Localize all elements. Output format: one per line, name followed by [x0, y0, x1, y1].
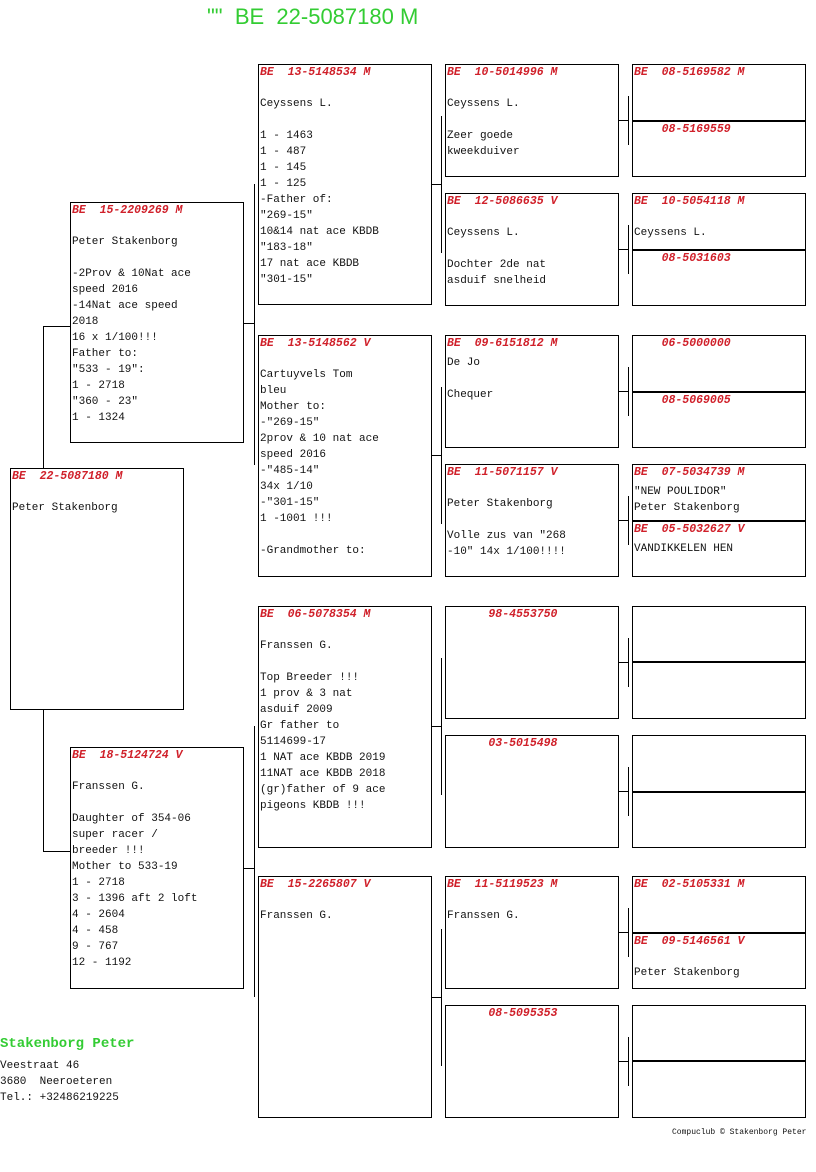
- ring-number: [633, 736, 805, 737]
- pigeon-card-g4[interactable]: [632, 876, 806, 933]
- pigeon-info: Peter Stakenborg Volle zus van "268 -10" 14x 1/100!!!!: [447, 498, 566, 558]
- connector-line: [441, 658, 442, 795]
- connector-line: [618, 120, 628, 121]
- ring-number: BE 09-5146561 V: [634, 935, 745, 948]
- connector-line: [628, 367, 629, 416]
- pigeon-card-dam[interactable]: [70, 747, 244, 989]
- connector-line: [628, 496, 629, 545]
- pigeon-info: Peter Stakenborg -2Prov & 10Nat ace speed 2016 -14Nat ace speed 2018 16 x 1/100!!! Father to: "533 - 19": 1 - 2718 "360 - 23" 1 - 1324: [72, 236, 191, 424]
- pigeon-info: De Jo Chequer: [447, 357, 494, 401]
- connector-line: [43, 851, 70, 852]
- pigeon-info: Peter Stakenborg: [634, 967, 740, 979]
- pigeon-card-g4[interactable]: [632, 64, 806, 121]
- connector-line: [628, 1037, 629, 1086]
- connector-line: [618, 1061, 628, 1062]
- pigeon-card-g3[interactable]: [445, 335, 619, 448]
- pigeon-info: Franssen G.: [260, 910, 333, 922]
- ring-number: 08-5169559: [634, 123, 731, 136]
- ring-number: 98-4553750: [447, 608, 558, 621]
- page-title: "" BE 22-5087180 M: [207, 4, 419, 29]
- ring-number: 08-5069005: [634, 394, 731, 407]
- pigeon-card-subject[interactable]: [10, 468, 184, 710]
- connector-line: [254, 184, 255, 465]
- connector-line: [43, 709, 44, 851]
- ring-number: 03-5015498: [447, 737, 558, 750]
- pigeon-info: "NEW POULIDOR" Peter Stakenborg: [634, 486, 740, 514]
- pigeon-card-g3[interactable]: [445, 606, 619, 719]
- pigeon-card-g3[interactable]: [445, 735, 619, 848]
- pigeon-card-sire[interactable]: [70, 202, 244, 443]
- pigeon-card-g4[interactable]: [632, 193, 806, 250]
- pigeon-card-g4[interactable]: [632, 1005, 806, 1062]
- connector-line: [628, 225, 629, 274]
- connector-line: [618, 932, 628, 933]
- pigeon-card-g4[interactable]: [632, 1060, 806, 1118]
- connector-line: [628, 96, 629, 145]
- ring-number: BE 02-5105331 M: [634, 878, 745, 891]
- pigeon-info: Ceyssens L.: [634, 227, 707, 239]
- pigeon-info: Peter Stakenborg: [12, 502, 118, 514]
- connector-line: [431, 997, 441, 998]
- ring-number: [633, 1006, 805, 1007]
- ring-number: [633, 663, 805, 664]
- connector-line: [628, 767, 629, 816]
- pigeon-card-granddam-maternal[interactable]: [258, 876, 432, 1118]
- pigeon-card-g4[interactable]: [632, 250, 806, 306]
- connector-line: [628, 908, 629, 957]
- pigeon-card-g4[interactable]: [632, 661, 806, 719]
- ring-number: BE 05-5032627 V: [634, 523, 745, 536]
- connector-line: [441, 387, 442, 524]
- pigeon-info: Franssen G. Daughter of 354-06 super racer / breeder !!! Mother to 533-19 1 - 2718 3 - 1396 aft 2 loft 4 - 2604 4 - 458 9 - 767 12 - 1192: [72, 781, 198, 969]
- pigeon-info: Franssen G. Top Breeder !!! 1 prov & 3 nat asduif 2009 Gr father to 5114699-17 1 NAT ace KBDB 2019 11NAT ace KBDB 2018 (gr)father of 9 ace pigeons KBDB !!!: [260, 640, 386, 812]
- connector-line: [618, 391, 628, 392]
- pigeon-info: VANDIKKELEN HEN: [634, 543, 734, 555]
- ring-number: 08-5031603: [634, 252, 731, 265]
- connector-line: [618, 249, 628, 250]
- pigeon-card-g4[interactable]: [632, 792, 806, 848]
- ring-number: BE 10-5014996 M: [447, 66, 558, 79]
- owner-city: 3680 Neeroeteren: [0, 1076, 113, 1088]
- ring-number: [633, 607, 805, 608]
- pigeon-info: Ceyssens L. Dochter 2de nat asduif snelheid: [447, 227, 547, 287]
- ring-number: BE 11-5119523 M: [447, 878, 558, 891]
- ring-number: BE 22-5087180 M: [12, 470, 123, 483]
- ring-number: BE 18-5124724 V: [72, 749, 183, 762]
- ring-number: BE 11-5071157 V: [447, 466, 558, 479]
- pigeon-card-g4[interactable]: [632, 521, 806, 577]
- pigeon-card-g4[interactable]: [632, 464, 806, 521]
- connector-line: [43, 326, 70, 327]
- pigeon-card-g4[interactable]: [632, 121, 806, 177]
- connector-line: [431, 726, 441, 727]
- pigeon-card-g3[interactable]: [445, 193, 619, 306]
- connector-line: [43, 326, 44, 468]
- ring-number: BE 09-6151812 M: [447, 337, 558, 350]
- owner-street: Veestraat 46: [0, 1060, 80, 1072]
- ring-number: 08-5095353: [447, 1007, 558, 1020]
- pigeon-card-g3[interactable]: [445, 876, 619, 989]
- owner-name: Stakenborg Peter: [0, 1036, 135, 1052]
- pigeon-info: Ceyssens L. 1 - 1463 1 - 487 1 - 145 1 - 125 -Father of: "269-15" 10&14 nat ace KBDB "183-18" 17 nat ace KBDB "301-15": [260, 98, 379, 286]
- ring-number: 06-5000000: [634, 337, 731, 350]
- connector-line: [431, 455, 441, 456]
- pigeon-card-granddam-paternal[interactable]: [258, 335, 432, 577]
- pigeon-card-g3[interactable]: [445, 1005, 619, 1118]
- ring-number: BE 07-5034739 M: [634, 466, 745, 479]
- pigeon-card-g4[interactable]: [632, 392, 806, 448]
- ring-number: BE 10-5054118 M: [634, 195, 745, 208]
- pigeon-info: Franssen G.: [447, 910, 520, 922]
- connector-line: [441, 929, 442, 1066]
- pigeon-card-g4[interactable]: [632, 735, 806, 792]
- connector-line: [628, 638, 629, 687]
- ring-number: BE 13-5148534 M: [260, 66, 371, 79]
- connector-line: [441, 116, 442, 253]
- pigeon-info: Ceyssens L. Zeer goede kweekduiver: [447, 98, 520, 158]
- ring-number: [633, 1062, 805, 1063]
- connector-line: [618, 520, 628, 521]
- pigeon-card-g4[interactable]: [632, 606, 806, 663]
- pigeon-card-g4[interactable]: [632, 335, 806, 392]
- ring-number: BE 15-2209269 M: [72, 204, 183, 217]
- pigeon-card-grandsire-paternal[interactable]: [258, 64, 432, 305]
- pigeon-card-g3[interactable]: [445, 464, 619, 577]
- pigeon-card-grandsire-maternal[interactable]: [258, 606, 432, 848]
- ring-number: BE 12-5086635 V: [447, 195, 558, 208]
- connector-line: [254, 726, 255, 997]
- connector-line: [431, 184, 441, 185]
- ring-number: BE 06-5078354 M: [260, 608, 371, 621]
- connector-line: [618, 662, 628, 663]
- ring-number: [633, 793, 805, 794]
- ring-number: BE 08-5169582 M: [634, 66, 745, 79]
- connector-line: [618, 791, 628, 792]
- ring-number: BE 13-5148562 V: [260, 337, 371, 350]
- owner-phone: Tel.: +32486219225: [0, 1092, 119, 1104]
- pigeon-card-g4[interactable]: [632, 933, 806, 989]
- pigeon-info: Cartuyvels Tom bleu Mother to: -"269-15" 2prov & 10 nat ace speed 2016 -"485-14" 34x 1/10 -"301-15" 1 -1001 !!! -Grandmother to:: [260, 369, 379, 557]
- footer-credit: Compuclub © Stakenborg Peter: [672, 1128, 807, 1137]
- ring-number: BE 15-2265807 V: [260, 878, 371, 891]
- pigeon-card-g3[interactable]: [445, 64, 619, 177]
